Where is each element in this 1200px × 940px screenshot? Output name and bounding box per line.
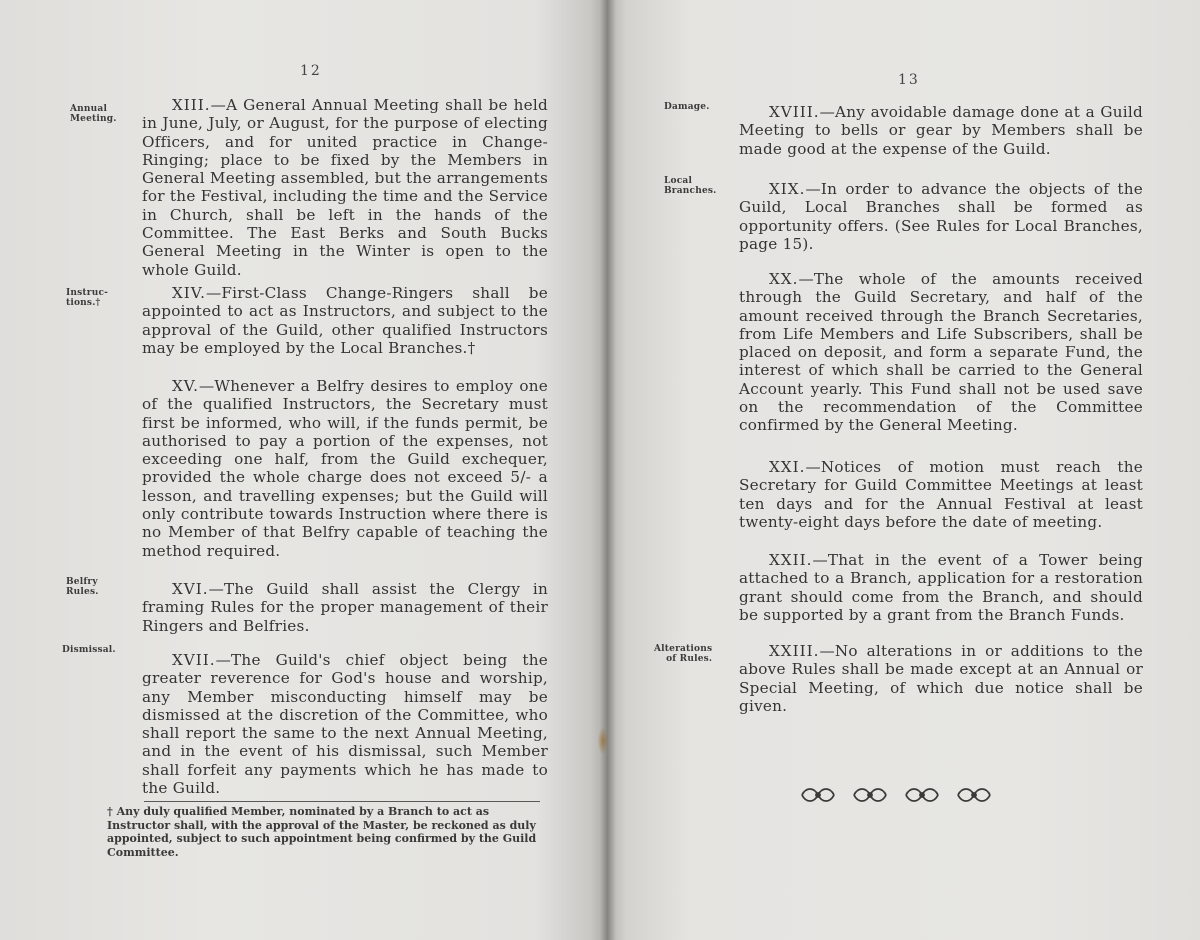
footnote-divider xyxy=(144,801,540,802)
rule-number: XV. xyxy=(172,377,199,395)
margin-note-dismissal: Dismissal. xyxy=(62,645,116,655)
paper-stain xyxy=(598,728,608,754)
rule-xiii xyxy=(142,96,548,279)
rule-number: XXIII. xyxy=(769,642,820,660)
rule-text: —Whenever a Belfry desires to employ one of the qualified Instructors, the Secretary must first be informed, who will, if the funds permit, be authorised to pay a portion of the expenses, not exceeding one half, from the Guild exchequer, provided the whole charge does not exceed 5/- a lesson, and travelling expenses; but the Guild will only contribute towards Instruction where there is no Member of that Belfry capable of teaching the method required. xyxy=(142,377,548,560)
rule-text: —A General Annual Meeting shall be held in June, July, or August, for the purpose of electing Officers, and for united practice in Change-Ringing; place to be fixed by the Members in General Meeting assembled, but the arrangements for the Festival, including the time and the Service in Church, shall be left in the hands of the Committee. The East Berks and South Bucks General Meeting in the Winter is open to the whole Guild. xyxy=(142,96,548,279)
rule-number: XVIII. xyxy=(769,103,820,121)
rule-number: XIX. xyxy=(769,180,806,198)
rule-xvii xyxy=(142,651,548,797)
margin-note-belfry-rules: Belfry Rules. xyxy=(66,577,99,597)
rule-xxiii xyxy=(739,642,1143,715)
margin-note-annual-meeting: Annual Meeting. xyxy=(70,104,117,124)
margin-note-damage: Damage. xyxy=(664,102,710,112)
rule-text: —In order to advance the objects of the Guild, Local Branches shall be formed as opportunity offers. (See Rules for Local Branches, page 15). xyxy=(739,180,1143,253)
rule-xviii xyxy=(739,103,1143,158)
rule-text: —Any avoidable damage done at a Guild Meeting to bells or gear by Members shall be made good at the expense of the Guild. xyxy=(739,103,1143,158)
rule-xvi xyxy=(142,580,548,635)
page-number: 12 xyxy=(300,63,322,79)
rule-text: —Notices of motion must reach the Secretary for Guild Committee Meetings at least ten days and for the Annual Festival at least twenty-eight days before the date of meeting. xyxy=(739,458,1143,531)
rule-number: XVI. xyxy=(172,580,209,598)
rule-text: —No alterations in or additions to the above Rules shall be made except at an Annual or Special Meeting, of which due notice shall be given. xyxy=(739,642,1143,715)
rule-number: XIII. xyxy=(172,96,211,114)
book-spine xyxy=(600,0,616,940)
margin-note-alterations: Alterations of Rules. xyxy=(654,644,713,664)
rule-number: XIV. xyxy=(172,284,206,302)
margin-note-local-branches: Local Branches. xyxy=(664,176,717,196)
decorative-flourish-icon xyxy=(794,784,1004,806)
rule-xxii xyxy=(739,551,1143,624)
footnote: † Any duly qualified Member, nominated by a Branch to act as Instructor shall, with the approval of the Master, be reckoned as duly appointed, subject to such appointment being confirmed by the Guild Committee. xyxy=(107,805,537,859)
rule-xix xyxy=(739,180,1143,253)
rule-xxi xyxy=(739,458,1143,531)
rule-text: —The Guild shall assist the Clergy in framing Rules for the proper management of their Ringers and Belfries. xyxy=(142,580,548,635)
rule-number: XVII. xyxy=(172,651,216,669)
rule-xx xyxy=(739,270,1143,435)
rule-text: —The whole of the amounts received through the Guild Secretary, and half of the amount received through the Branch Secretaries, from Life Members and Life Subscribers, shall be placed on deposit, and form a separate Fund, the interest of which shall be carried to the General Account yearly. This Fund shall not be used save on the recommendation of the Committee confirmed by the General Meeting. xyxy=(739,270,1143,435)
page-number: 13 xyxy=(898,72,920,88)
rule-number: XX. xyxy=(769,270,799,288)
rule-number: XXI. xyxy=(769,458,806,476)
margin-note-instructions: Instruc- tions.† xyxy=(66,288,109,308)
rule-xiv xyxy=(142,284,548,357)
rule-number: XXII. xyxy=(769,551,813,569)
rule-text: —The Guild's chief object being the greater reverence for God's house and worship, any Member misconducting himself may be dismissed at the discretion of the Committee, who shall report the same to the next Annual Meeting, and in the event of his dismissal, such Member shall forfeit any payments which he has made to the Guild. xyxy=(142,651,548,798)
rule-text: —That in the event of a Tower being attached to a Branch, application for a restoration grant should come from the Branch, and should be supported by a grant from the Branch Funds. xyxy=(739,551,1143,624)
rule-xv xyxy=(142,377,548,560)
rule-text: —First-Class Change-Ringers shall be appointed to act as Instructors, and subject to the approval of the Guild, other qualified Instructors may be employed by the Local Branches.† xyxy=(142,284,548,357)
